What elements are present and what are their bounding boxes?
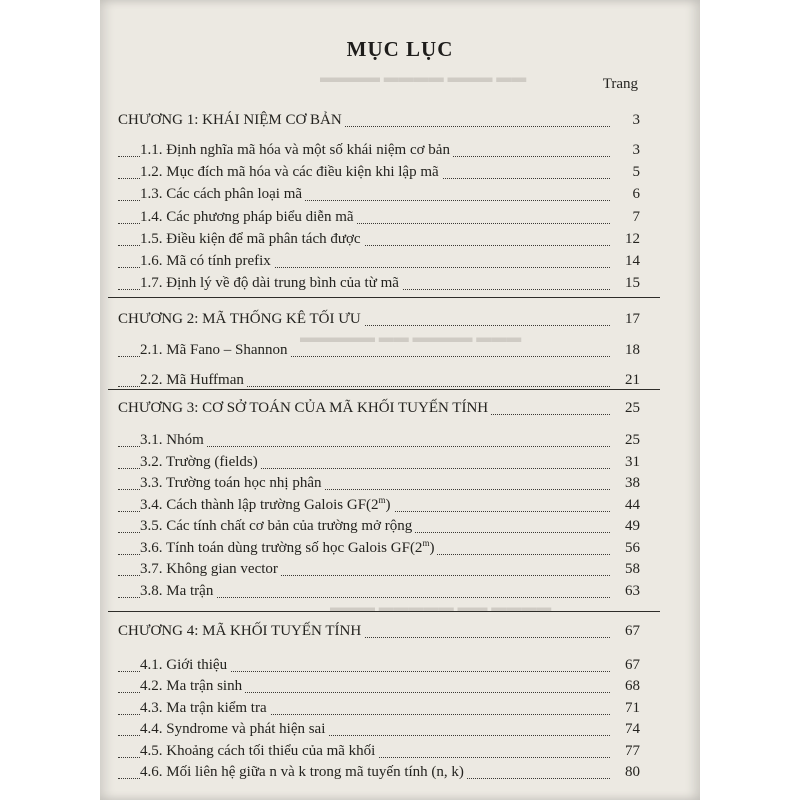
section-entry-page-number: 31 — [625, 454, 640, 470]
bleed-through-text: ▬▬ ▬▬▬ ▬▬▬▬ ▬▬▬▬ — [320, 70, 527, 86]
chapter-entry-label: CHƯƠNG 1: KHÁI NIỆM CƠ BẢN — [118, 112, 345, 129]
section-entry-page-number: 5 — [632, 164, 640, 180]
chapter-entry-page-number: 17 — [625, 311, 640, 327]
section-entry-label: 3.8. Ma trận — [140, 583, 216, 600]
section-entry — [118, 228, 640, 250]
section-entry-label: 1.3. Các cách phân loại mã — [140, 186, 305, 203]
section-entry-label: 3.6. Tính toán dùng trường số học Galois GF(2$^m$) — [140, 538, 437, 557]
section-entry — [118, 183, 640, 205]
section-entry — [118, 250, 640, 272]
section-entry-label: 4.5. Khoảng cách tối thiểu của mã khối — [140, 743, 378, 760]
section-entry-page-number: 14 — [625, 253, 640, 269]
section-entry-label: 4.2. Ma trận sinh — [140, 678, 245, 695]
page-title: MỤC LỤC — [346, 37, 454, 61]
section-entry — [118, 161, 640, 183]
chapter-entry — [118, 308, 640, 330]
section-entry — [118, 429, 640, 451]
section-entry-page-number: 74 — [625, 721, 640, 737]
section-entry-page-number: 56 — [625, 540, 640, 556]
section-entry-label: 3.2. Trường (fields) — [140, 454, 261, 471]
section-entry — [118, 451, 640, 473]
chapter-divider — [108, 389, 660, 390]
section-entry-label: 2.2. Mã Huffman — [140, 372, 247, 389]
section-entry — [118, 697, 640, 719]
section-entry-page-number: 63 — [625, 583, 640, 599]
section-entry — [118, 580, 640, 602]
section-entry-page-number: 6 — [632, 186, 640, 202]
chapter-entry-page-number: 3 — [632, 112, 640, 128]
section-entry-page-number: 80 — [625, 764, 640, 780]
section-entry-page-number: 12 — [625, 231, 640, 247]
section-entry — [118, 718, 640, 740]
chapter-entry-label: CHƯƠNG 4: MÃ KHỐI TUYẾN TÍNH — [118, 623, 364, 640]
section-entry-page-number: 67 — [625, 657, 640, 673]
section-entry-label: 3.4. Cách thành lập trường Galois GF(2$^m$) — [140, 495, 394, 514]
section-entry-label: 1.2. Mục đích mã hóa và các điều kiện khi lập mã — [140, 164, 442, 181]
chapter-divider — [108, 297, 660, 298]
section-entry-label: 2.1. Mã Fano – Shannon — [140, 342, 291, 359]
section-entry-label: 4.4. Syndrome và phát hiện sai — [140, 721, 328, 738]
chapter-entry-page-number: 25 — [625, 400, 640, 416]
chapter-entry — [118, 109, 640, 131]
section-entry — [118, 369, 640, 391]
bleed-through-text: ▬▬▬ ▬▬▬▬ ▬▬ ▬▬▬▬▬ — [300, 330, 522, 346]
section-entry — [118, 494, 640, 516]
section-entry-page-number: 18 — [625, 342, 640, 358]
section-entry-label: 1.5. Điều kiện để mã phân tách được — [140, 231, 364, 248]
section-entry-page-number: 71 — [625, 700, 640, 716]
section-entry-label: 4.3. Ma trận kiểm tra — [140, 700, 270, 717]
section-entry-page-number: 68 — [625, 678, 640, 694]
chapter-entry-label: CHƯƠNG 2: MÃ THỐNG KÊ TỐI ƯU — [118, 311, 364, 328]
section-entry — [118, 206, 640, 228]
section-entry — [118, 761, 640, 783]
section-entry-label: 4.6. Mối liên hệ giữa n và k trong mã tuyến tính (n, k) — [140, 764, 467, 781]
section-entry — [118, 675, 640, 697]
section-entry-label: 1.1. Định nghĩa mã hóa và một số khái niệm cơ bản — [140, 142, 453, 159]
section-entry — [118, 537, 640, 559]
section-entry-page-number: 58 — [625, 561, 640, 577]
section-entry — [118, 515, 640, 537]
section-entry-label: 3.1. Nhóm — [140, 432, 207, 449]
page-column-label: Trang — [602, 76, 638, 92]
section-entry-page-number: 49 — [625, 518, 640, 534]
section-entry — [118, 339, 640, 361]
section-entry-page-number: 15 — [625, 275, 640, 291]
section-entry — [118, 558, 640, 580]
chapter-entry-page-number: 67 — [625, 623, 640, 639]
section-entry-page-number: 3 — [632, 142, 640, 158]
section-entry-label: 1.6. Mã có tính prefix — [140, 253, 274, 270]
section-entry-label: 3.3. Trường toán học nhị phân — [140, 475, 324, 492]
section-entry-label: 3.5. Các tính chất cơ bản của trường mở rộng — [140, 518, 415, 535]
section-entry-label: 4.1. Giới thiệu — [140, 657, 230, 674]
section-entry — [118, 740, 640, 762]
section-entry — [118, 272, 640, 294]
section-entry-page-number: 21 — [625, 372, 640, 388]
section-entry — [118, 139, 640, 161]
section-entry-page-number: 7 — [632, 209, 640, 225]
section-entry-page-number: 38 — [625, 475, 640, 491]
chapter-entry-label: CHƯƠNG 3: CƠ SỞ TOÁN CỦA MÃ KHỐI TUYẾN TÍNH — [118, 400, 491, 417]
chapter-divider — [108, 611, 660, 612]
section-entry-label: 1.7. Định lý về độ dài trung bình của từ mã — [140, 275, 402, 292]
section-entry-label: 3.7. Không gian vector — [140, 561, 281, 578]
book-page — [100, 0, 700, 800]
section-entry — [118, 654, 640, 676]
chapter-entry — [118, 620, 640, 642]
section-entry-page-number: 77 — [625, 743, 640, 759]
chapter-entry — [118, 397, 640, 419]
section-entry — [118, 472, 640, 494]
section-entry-page-number: 25 — [625, 432, 640, 448]
section-entry-label: 1.4. Các phương pháp biểu diễn mã — [140, 209, 357, 226]
section-entry-page-number: 44 — [625, 497, 640, 513]
bleed-through-text: ▬▬▬▬ ▬▬ ▬▬▬▬▬ ▬▬▬ — [330, 600, 552, 616]
